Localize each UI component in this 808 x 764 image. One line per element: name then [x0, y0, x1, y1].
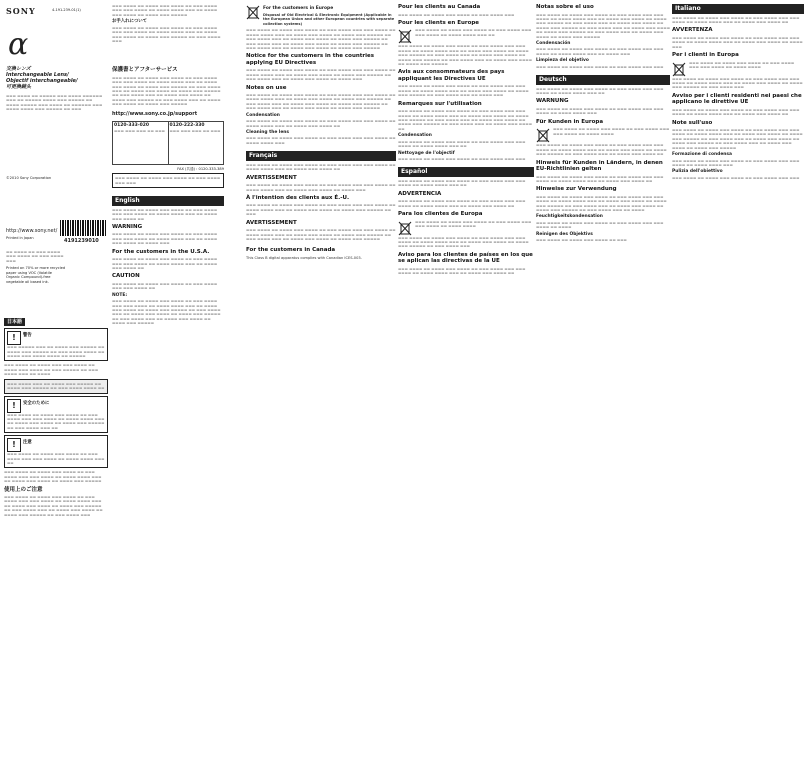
fr-cleaning: Nettoyage de l'objectif — [398, 150, 455, 156]
it-cleaning: Pulizia dell'obiettivo — [672, 169, 723, 175]
es-condensation: Condensación — [536, 40, 571, 46]
english-column: For the customers in Europe Disposal of Old Electrical & Electronic Equipment (Applicable in the European Union and other European countries with separate collection systems) ▬▬▬ ▬▬▬▬ ▬▬ ▬▬▬▬ ▬▬▬ ▬▬▬▬ ▬▬ ▬▬▬ ▬▬▬▬ ▬▬▬ ▬▬▬ ▬▬▬▬ ▬▬ ▬▬▬▬ ▬▬▬▬ ▬▬▬ ▬▬ ▬▬▬▬ ▬▬▬ ▬▬▬▬ ▬▬ ▬▬▬▬ ▬▬▬ ▬▬▬▬▬ ▬▬ ▬▬▬ ▬▬▬▬ ▬▬▬ ▬▬ ▬▬▬▬ ▬▬▬ ▬▬▬▬ ▬▬ ▬▬▬▬ ▬▬▬ ▬▬▬▬▬ ▬▬ ▬▬▬ ▬▬▬▬ ▬▬▬ ▬▬ ▬▬▬▬ ▬▬▬ ▬▬▬▬ ▬▬ ▬▬▬▬ ▬▬▬ ▬▬▬▬▬ ▬▬ ▬▬▬ ▬▬▬▬ ▬▬▬ ▬▬ ▬▬▬▬ ▬▬▬ ▬▬▬▬ ▬▬ ▬▬▬▬ ▬▬▬ ▬▬▬▬▬ Notice for the customers in the countries applying EU Directives ▬▬▬ ▬▬▬▬ ▬▬ ▬▬▬▬ ▬▬▬ ▬▬▬▬ ▬▬ ▬▬▬ ▬▬▬▬ ▬▬▬ ▬▬▬ ▬▬▬▬ ▬▬ ▬▬▬▬ ▬▬▬▬ ▬▬▬ ▬▬ ▬▬▬▬ ▬▬▬ ▬▬▬▬ ▬▬ ▬▬▬▬ ▬▬▬ ▬▬▬▬▬ ▬▬ ▬▬▬ ▬▬▬▬ ▬▬▬ ▬▬ ▬▬▬▬ ▬▬▬ ▬▬▬▬ ▬▬ ▬▬▬▬ ▬▬▬ Notes on use ▬▬▬ ▬▬▬▬ ▬▬ ▬▬▬▬ ▬▬▬ ▬▬▬▬ ▬▬ ▬▬▬ ▬▬▬▬ ▬▬▬ ▬▬▬ ▬▬▬▬ ▬▬ ▬▬▬▬ ▬▬▬▬ ▬▬▬ ▬▬ ▬▬▬▬ ▬▬▬ ▬▬▬▬ ▬▬ ▬▬▬▬ ▬▬▬ ▬▬▬▬▬ ▬▬ ▬▬▬ ▬▬▬▬ ▬▬▬ ▬▬ ▬▬▬▬ ▬▬▬ ▬▬▬▬ ▬▬ ▬▬▬▬ ▬▬▬ ▬▬▬▬▬ ▬▬ ▬▬▬ ▬▬▬▬ ▬▬▬ ▬▬ ▬▬▬▬ ▬▬▬ ▬▬▬▬ ▬▬ ▬▬▬▬ ▬▬▬ ▬▬▬▬▬ Condensation ▬▬▬ ▬▬▬▬ ▬▬ ▬▬▬▬ ▬▬▬ ▬▬▬▬ ▬▬ ▬▬▬ ▬▬▬▬ ▬▬▬ ▬▬▬ ▬▬▬▬ ▬▬ ▬▬▬▬ ▬▬▬▬ ▬▬▬ ▬▬ ▬▬▬▬ ▬▬▬ ▬▬▬▬ ▬▬ Cleaning the lens ▬▬▬ ▬▬▬▬ ▬▬ ▬▬▬▬ ▬▬▬ ▬▬▬▬ ▬▬ ▬▬▬ ▬▬▬▬ ▬▬▬ ▬▬▬ ▬▬▬▬ ▬▬ ▬▬▬▬ ▬▬▬▬ ▬▬▬ Français ▬▬▬ ▬▬▬▬ ▬▬ ▬▬▬▬ ▬▬▬ ▬▬▬▬ ▬▬ ▬▬▬ ▬▬▬▬ ▬▬▬ ▬▬▬ ▬▬▬▬ ▬▬ ▬▬▬▬ ▬▬▬▬ ▬▬▬ ▬▬ ▬▬▬▬ ▬▬▬ ▬▬▬▬ ▬▬ AVERTISSEMENT ▬▬▬ ▬▬▬▬ ▬▬ ▬▬▬▬ ▬▬▬ ▬▬▬▬ ▬▬ ▬▬▬ ▬▬▬▬ ▬▬▬ ▬▬▬ ▬▬▬▬ ▬▬ ▬▬▬▬ ▬▬▬▬ ▬▬▬ ▬▬ ▬▬▬▬ ▬▬▬ ▬▬▬▬ ▬▬ ▬▬▬▬ ▬▬▬ À l'intention des clients aux É.-U. ▬▬▬ ▬▬▬▬ ▬▬ ▬▬▬▬ ▬▬▬ ▬▬▬▬ ▬▬ ▬▬▬ ▬▬▬▬ ▬▬▬ ▬▬▬ ▬▬▬▬ ▬▬ ▬▬▬▬ ▬▬▬▬ ▬▬▬ ▬▬ ▬▬▬▬ ▬▬▬ ▬▬▬▬ ▬▬ ▬▬▬▬ ▬▬▬ ▬▬▬▬▬ ▬▬ ▬▬▬ AVERTISSEMENT ▬▬▬ ▬▬▬▬ ▬▬ ▬▬▬▬ ▬▬▬ ▬▬▬▬ ▬▬ ▬▬▬ ▬▬▬▬ ▬▬▬ ▬▬▬ ▬▬▬▬ ▬▬ ▬▬▬▬ ▬▬▬▬ ▬▬▬ ▬▬ ▬▬▬▬ ▬▬▬ ▬▬▬▬ ▬▬ ▬▬▬▬ ▬▬▬ ▬▬▬▬▬ ▬▬ ▬▬▬ ▬▬▬▬ ▬▬▬ ▬▬ ▬▬▬▬ ▬▬▬ ▬▬▬▬ ▬▬ ▬▬▬▬ ▬▬▬ ▬▬▬▬▬ For the customers in Canada This Class B digital apparatus complies with Canadian ICES-003. — [246, 6, 396, 260]
en-warning: WARNING — [112, 223, 143, 230]
it-condensation: Formazione di condensa — [672, 152, 732, 158]
support-url[interactable]: http://www.sony.co.jp/support — [112, 110, 198, 117]
title-en: Interchangeable Lens/ — [6, 72, 69, 78]
it-notes-title: Note sull'uso — [672, 119, 713, 126]
de-condensation: Feuchtigkeitskondensation — [536, 214, 603, 220]
en-note: NOTE: — [112, 292, 128, 298]
it-europe-title: Per i clienti in Europa — [672, 52, 739, 59]
title-jp: 交換レンズ — [6, 66, 31, 72]
part-number: 4-191-239-01(1) — [52, 8, 81, 12]
en-canada-title: For the customers in Canada — [246, 247, 336, 254]
fr-eu-title: Avis aux consommateurs des pays appliquant les Directives UE — [398, 69, 505, 82]
warning-triangle-icon: ! — [7, 331, 21, 345]
warn2-label: 注意 — [23, 440, 32, 446]
japanese-label: 日本語 — [4, 318, 25, 326]
title-zh: 可更換鏡头 — [6, 84, 32, 90]
jp-warranty-title: 保護書とアフターサービス — [112, 67, 178, 74]
barcode-number: 4191239010 — [64, 238, 99, 244]
crossed-bin-icon — [672, 61, 686, 77]
french-label: Français — [246, 151, 396, 161]
en-notes-title: Notes on use — [246, 84, 287, 91]
safety-title: 安全のために — [23, 400, 50, 406]
fr-canada-title: Pour les clients au Canada — [398, 4, 481, 10]
fr-condensation: Condensation — [398, 133, 432, 139]
sony-url[interactable]: http://www.sony.net/ — [6, 228, 58, 234]
fr-europe-title: Pour les clients en Europe — [398, 19, 480, 26]
french-column: Pour les clients au Canada ▬▬▬ ▬▬▬▬ ▬▬ ▬▬▬▬ ▬▬▬ ▬▬▬▬ ▬▬ ▬▬▬ ▬▬▬▬ ▬▬▬ Pour les clients en Europe ▬▬▬ ▬▬▬▬ ▬▬ ▬▬▬▬ ▬▬▬ ▬▬▬▬ ▬▬ ▬▬▬ ▬▬▬▬ ▬▬▬ ▬▬▬ ▬▬▬▬ ▬▬ ▬▬▬▬ ▬▬▬▬ ▬▬▬ ▬▬ ▬▬▬ ▬▬▬▬ ▬▬ ▬▬▬▬ ▬▬▬ ▬▬▬▬ ▬▬ ▬▬▬ ▬▬▬▬ ▬▬▬ ▬▬▬ ▬▬▬▬ ▬▬ ▬▬▬▬ ▬▬▬▬ ▬▬▬ ▬▬ ▬▬▬▬ ▬▬▬ ▬▬▬▬ ▬▬ ▬▬▬▬ ▬▬▬ ▬▬▬▬▬ ▬▬ ▬▬▬ ▬▬▬▬ ▬▬▬ ▬▬ ▬▬▬▬ ▬▬▬ ▬▬▬▬ ▬▬ ▬▬▬▬ ▬▬▬ ▬▬▬▬▬ ▬▬ ▬▬▬ ▬▬▬▬ ▬▬▬ ▬▬ ▬▬▬▬ ▬▬▬ ▬▬▬▬ ▬▬ ▬▬▬▬ ▬▬▬ ▬▬▬▬▬ Avis aux consommateurs des pays appliquant les Directives UE ▬▬▬ ▬▬▬▬ ▬▬ ▬▬▬▬ ▬▬▬ ▬▬▬▬ ▬▬ ▬▬▬ ▬▬▬▬ ▬▬▬ ▬▬▬ ▬▬▬▬ ▬▬ ▬▬▬▬ ▬▬▬▬ ▬▬▬ ▬▬ ▬▬▬▬ ▬▬▬ ▬▬▬▬ ▬▬ ▬▬▬▬ ▬▬▬ ▬▬▬▬▬ ▬▬ ▬▬▬ ▬▬▬▬ ▬▬▬ ▬▬ ▬▬▬▬ ▬▬▬ Remarques sur l'utilisation ▬▬▬ ▬▬▬▬ ▬▬ ▬▬▬▬ ▬▬▬ ▬▬▬▬ ▬▬ ▬▬▬ ▬▬▬▬ ▬▬▬ ▬▬▬ ▬▬▬▬ ▬▬ ▬▬▬▬ ▬▬▬▬ ▬▬▬ ▬▬ ▬▬▬▬ ▬▬▬ ▬▬▬▬ ▬▬ ▬▬▬▬ ▬▬▬ ▬▬▬▬▬ ▬▬ ▬▬▬ ▬▬▬▬ ▬▬▬ ▬▬ ▬▬▬▬ ▬▬▬ ▬▬▬▬ ▬▬ ▬▬▬▬ ▬▬▬ ▬▬▬▬▬ ▬▬ ▬▬▬ ▬▬▬▬ ▬▬▬ ▬▬ ▬▬▬▬ ▬▬▬ ▬▬▬▬ ▬▬ Condensation ▬▬▬ ▬▬▬▬ ▬▬ ▬▬▬▬ ▬▬▬ ▬▬▬▬ ▬▬ ▬▬▬ ▬▬▬▬ ▬▬▬ ▬▬▬ ▬▬▬▬ ▬▬ ▬▬▬▬ ▬▬▬▬ ▬▬▬ ▬▬ Nettoyage de l'objectif ▬▬▬ ▬▬▬▬ ▬▬ ▬▬▬▬ ▬▬▬ ▬▬▬▬ ▬▬ ▬▬▬ ▬▬▬▬ ▬▬▬ ▬▬▬ Español ▬▬▬ ▬▬▬▬ ▬▬ ▬▬▬▬ ▬▬▬ ▬▬▬▬ ▬▬ ▬▬▬ ▬▬▬▬ ▬▬▬ ▬▬▬ ▬▬▬▬ ▬▬ ▬▬▬▬ ▬▬▬▬ ▬▬▬ ▬▬ ADVERTENCIA ▬▬▬ ▬▬▬▬ ▬▬ ▬▬▬▬ ▬▬▬ ▬▬▬▬ ▬▬ ▬▬▬ ▬▬▬▬ ▬▬▬ ▬▬▬ ▬▬▬▬ ▬▬ ▬▬▬▬ ▬▬▬▬ ▬▬▬ ▬▬ ▬▬▬▬ ▬▬▬ ▬▬▬▬ ▬▬ Para los clientes de Europa ▬▬▬ ▬▬▬▬ ▬▬ ▬▬▬▬ ▬▬▬ ▬▬▬▬ ▬▬ ▬▬▬ ▬▬▬▬ ▬▬▬ ▬▬▬ ▬▬▬▬ ▬▬ ▬▬▬▬ ▬▬▬▬ ▬▬▬ ▬▬▬▬ ▬▬ ▬▬▬▬ ▬▬▬ ▬▬▬▬ ▬▬ ▬▬▬ ▬▬▬▬ ▬▬▬ ▬▬▬ ▬▬▬▬ ▬▬ ▬▬▬▬ ▬▬▬▬ ▬▬▬ ▬▬ ▬▬▬▬ ▬▬▬ ▬▬▬▬ ▬▬ ▬▬▬▬ ▬▬▬ ▬▬▬▬▬ ▬▬ ▬▬▬ ▬▬▬▬ ▬▬▬ Aviso para los clientes de países en los que se aplican las directivas de la UE ▬▬▬ ▬▬▬▬ ▬▬ ▬▬▬▬ ▬▬▬ ▬▬▬▬ ▬▬ ▬▬▬ ▬▬▬▬ ▬▬▬ ▬▬▬ ▬▬▬▬ ▬▬ ▬▬▬▬ ▬▬▬▬ ▬▬▬ ▬▬ ▬▬▬▬ ▬▬▬ ▬▬▬▬ ▬▬ — [398, 4, 533, 276]
en-eu-title: Notice for the customers in the countries applying EU Directives — [246, 53, 375, 66]
crossed-bin-icon — [246, 4, 260, 20]
it-eu-title: Avviso per i clienti residenti nei paesi che applicano le direttive UE — [672, 92, 802, 106]
jp-care-title: お手入れについて — [112, 19, 148, 25]
en-cleaning: Cleaning the lens — [246, 129, 290, 135]
cover-column: SONY 4-191-239-01(1) α 交換レンズ Interchangeable Lens/ Objectif interchangeable/ 可更換鏡头 ▬▬▬ ▬▬▬▬ ▬▬ ▬▬▬▬▬ ▬▬▬ ▬▬▬▬ ▬▬▬▬▬▬ ▬▬▬ ▬▬ ▬▬▬▬▬ ▬▬▬▬ ▬▬▬ ▬▬▬▬▬ ▬▬ ▬▬▬▬ ▬▬▬▬▬ ▬▬▬ ▬▬▬▬ ▬▬ ▬▬▬▬▬▬ ▬▬▬ ▬▬▬▬ ▬▬▬▬ ▬▬▬ ▬▬▬▬▬ ▬▬ ▬▬▬ ©2010 Sony Corporation http://www.sony.net/ Printed in Japan 4191239010 ▬▬ ▬▬▬▬ ▬▬ ▬▬▬ ▬▬▬▬ ▬▬▬ ▬▬▬▬ ▬▬ ▬▬▬ ▬▬▬▬ ▬▬▬ Printed on 70% or more recycled paper using VOC (Volatile Organic Compound)-free vegetable oil based ink. — [4, 0, 108, 764]
en-canada-text: This Class B digital apparatus complies with Canadian ICES-003. — [246, 255, 362, 260]
recycled-note: Printed on 70% or more recycled paper using VOC (Volatile Organic Compound)-free vegetable oil based ink. — [6, 266, 66, 284]
de-warnung: WARNUNG — [536, 98, 569, 105]
alpha-logo: α — [8, 27, 29, 62]
de-eu-title: Hinweis für Kunden in Ländern, in denen EU-Richtlinien gelten — [536, 159, 663, 172]
caution-triangle-icon: ! — [7, 438, 21, 452]
en-caution: CAUTION — [112, 273, 140, 280]
de-cleaning: Reinigen des Objektivs — [536, 231, 593, 237]
en-usa-title: For the customers in the U.S.A. — [112, 248, 210, 255]
crossed-bin-icon — [398, 220, 412, 236]
crossed-bin-icon — [398, 28, 412, 44]
italian-label: Italiano — [672, 4, 804, 14]
fr-warn2: AVERTISSEMENT — [246, 219, 297, 226]
en-disposal-sub: Disposal of Old Electrical & Electronic Equipment (Applicable in the European Union and other European countries with separate collection systems) — [263, 12, 395, 26]
fr-remarks: Remarques sur l'utilisation — [398, 100, 482, 107]
jp-usage-title: 使用上のご注意 — [4, 486, 43, 493]
fr-usa-title: À l'intention des clients aux É.-U. — [246, 194, 350, 201]
es-eu-title: Aviso para los clientes de países en los que se aplican las directivas de la UE — [398, 251, 533, 265]
crossed-bin-icon — [536, 127, 550, 143]
jp-column-b: ▬▬▬ ▬▬▬▬ ▬▬ ▬▬▬▬ ▬▬▬ ▬▬▬▬ ▬▬ ▬▬▬ ▬▬▬▬ ▬▬▬ ▬▬▬ ▬▬▬▬ ▬▬ ▬▬▬▬ ▬▬▬▬ ▬▬▬ ▬▬ ▬▬▬▬ ▬▬▬ ▬▬▬▬ ▬▬ ▬▬▬▬ ▬▬▬ ▬▬▬▬▬ お手入れについて ▬▬▬ ▬▬▬▬ ▬▬ ▬▬▬▬ ▬▬▬ ▬▬▬▬ ▬▬ ▬▬▬ ▬▬▬▬ ▬▬▬ ▬▬▬ ▬▬▬▬ ▬▬ ▬▬▬▬ ▬▬▬▬ ▬▬▬ ▬▬ ▬▬▬▬ ▬▬▬ ▬▬▬▬ ▬▬ ▬▬▬▬ ▬▬▬ ▬▬▬▬▬ ▬▬ ▬▬▬ ▬▬▬▬ ▬▬▬ 保護書とアフターサービス ▬▬▬ ▬▬▬▬ ▬▬ ▬▬▬▬ ▬▬▬ ▬▬▬▬ ▬▬ ▬▬▬ ▬▬▬▬ ▬▬▬ ▬▬▬ ▬▬▬▬ ▬▬ ▬▬▬▬ ▬▬▬▬ ▬▬▬ ▬▬ ▬▬▬▬ ▬▬▬ ▬▬▬▬ ▬▬ ▬▬▬▬ ▬▬▬ ▬▬▬▬▬ ▬▬ ▬▬▬ ▬▬▬▬ ▬▬▬ ▬▬ ▬▬▬▬ ▬▬▬ ▬▬▬▬ ▬▬ ▬▬▬▬ ▬▬▬ ▬▬▬▬▬ ▬▬ ▬▬▬ ▬▬▬▬ ▬▬▬ ▬▬ ▬▬▬▬ ▬▬▬ ▬▬▬▬ ▬▬ ▬▬▬▬ ▬▬▬ ▬▬▬▬▬ ▬▬ ▬▬▬ ▬▬▬▬ ▬▬▬ ▬▬ ▬▬▬▬ ▬▬▬ ▬▬▬▬ ▬▬ ▬▬▬▬ ▬▬▬ ▬▬▬▬▬ http://www.sony.co.jp/support 0120-333-020 ▬▬▬ ▬▬▬ ▬▬▬ ▬▬ ▬▬▬ 0120-222-330 ▬▬▬ ▬▬▬ ▬▬▬ ▬▬ ▬▬▬ FAX (共通) : 0120-333-389 ▬▬▬ ▬▬▬▬ ▬▬ ▬▬▬▬ ▬▬▬ ▬▬▬▬ ▬▬ ▬▬▬ ▬▬▬▬ ▬▬▬ ▬▬▬ English ▬▬▬ ▬▬▬▬ ▬▬ ▬▬▬▬ ▬▬▬ ▬▬▬▬ ▬▬ ▬▬▬ ▬▬▬▬ ▬▬▬ ▬▬▬ ▬▬▬▬ ▬▬ ▬▬▬▬ ▬▬▬▬ ▬▬▬ ▬▬ ▬▬▬▬ ▬▬▬ ▬▬▬▬ ▬▬ WARNING ▬▬▬ ▬▬▬▬ ▬▬ ▬▬▬▬ ▬▬▬ ▬▬▬▬ ▬▬ ▬▬▬ ▬▬▬▬ ▬▬▬ ▬▬▬ ▬▬▬▬ ▬▬ ▬▬▬▬ ▬▬▬▬ ▬▬▬ ▬▬ ▬▬▬▬ ▬▬▬ ▬▬▬▬ ▬▬ ▬▬▬▬ ▬▬▬ For the customers in the U.S.A. ▬▬▬ ▬▬▬▬ ▬▬ ▬▬▬▬ ▬▬▬ ▬▬▬▬ ▬▬ ▬▬▬ ▬▬▬▬ ▬▬▬ ▬▬▬ ▬▬▬▬ ▬▬ ▬▬▬▬ ▬▬▬▬ ▬▬▬ ▬▬ ▬▬▬▬ ▬▬▬ ▬▬▬▬ ▬▬ CAUTION ▬▬▬ ▬▬▬▬ ▬▬ ▬▬▬▬ ▬▬▬ ▬▬▬▬ ▬▬ ▬▬▬ ▬▬▬▬ ▬▬▬ ▬▬▬ ▬▬▬▬ ▬▬ NOTE: ▬▬▬ ▬▬▬▬ ▬▬ ▬▬▬▬ ▬▬▬ ▬▬▬▬ ▬▬ ▬▬▬ ▬▬▬▬ ▬▬▬ ▬▬▬ ▬▬▬▬ ▬▬ ▬▬▬▬ ▬▬▬▬ ▬▬▬ ▬▬ ▬▬▬▬ ▬▬▬ ▬▬▬▬ ▬▬ ▬▬▬▬ ▬▬▬ ▬▬▬▬▬ ▬▬ ▬▬▬ ▬▬▬▬ ▬▬▬ ▬▬ ▬▬▬▬ ▬▬▬ ▬▬▬▬ ▬▬ ▬▬▬▬ ▬▬▬ ▬▬▬▬▬ ▬▬ ▬▬▬ ▬▬▬▬ ▬▬▬ ▬▬ ▬▬▬▬ ▬▬▬ ▬▬▬▬ ▬▬ ▬▬▬▬ ▬▬▬ ▬▬▬▬▬ — [112, 4, 224, 326]
it-avvertenza: AVVERTENZA — [672, 27, 713, 34]
printed-in: Printed in Japan — [6, 236, 34, 240]
de-europe-title: Für Kunden in Europa — [536, 118, 604, 125]
en-disposal-title: For the customers in Europe — [263, 6, 334, 11]
tel-1: 0120-333-020 — [114, 122, 150, 128]
en-condensation: Condensation — [246, 112, 280, 118]
spanish-label: Español — [398, 167, 534, 177]
sony-logo: SONY — [6, 6, 36, 16]
fax-number: FAX (共通) : 0120-333-389 — [177, 166, 224, 171]
barcode — [60, 220, 106, 236]
english-label: English — [112, 196, 224, 206]
es-notes-title: Notas sobre el uso — [536, 4, 594, 10]
german-label: Deutsch — [536, 75, 670, 85]
german-column: Notas sobre el uso ▬▬▬ ▬▬▬▬ ▬▬ ▬▬▬▬ ▬▬▬ ▬▬▬▬ ▬▬ ▬▬▬ ▬▬▬▬ ▬▬▬ ▬▬▬ ▬▬▬▬ ▬▬ ▬▬▬▬ ▬▬▬▬ ▬▬▬ ▬▬ ▬▬▬▬ ▬▬▬ ▬▬▬▬ ▬▬ ▬▬▬▬ ▬▬▬ ▬▬▬▬▬ ▬▬ ▬▬▬ ▬▬▬▬ ▬▬▬ ▬▬ ▬▬▬▬ ▬▬▬ ▬▬▬▬ ▬▬ ▬▬▬▬ ▬▬▬ ▬▬▬▬▬ ▬▬ ▬▬▬ ▬▬▬▬ ▬▬▬ ▬▬ ▬▬▬▬ ▬▬▬ ▬▬▬▬ ▬▬ ▬▬▬▬ ▬▬▬ ▬▬▬▬▬ ▬▬ ▬▬▬ ▬▬▬▬ ▬▬▬ ▬▬ ▬▬▬▬ ▬▬▬ ▬▬▬▬ ▬▬ ▬▬▬▬ ▬▬▬ ▬▬▬▬▬ Condensación ▬▬▬ ▬▬▬▬ ▬▬ ▬▬▬▬ ▬▬▬ ▬▬▬▬ ▬▬ ▬▬▬ ▬▬▬▬ ▬▬▬ ▬▬▬ ▬▬▬▬ ▬▬ ▬▬▬▬ ▬▬▬▬ ▬▬▬ ▬▬ ▬▬▬▬ ▬▬▬ Limpieza del objetivo ▬▬▬ ▬▬▬▬ ▬▬ ▬▬▬▬ ▬▬▬ ▬▬▬▬ ▬▬ ▬▬▬ ▬▬▬▬ ▬▬▬ ▬▬▬ Deutsch ▬▬▬ ▬▬▬▬ ▬▬ ▬▬▬▬ ▬▬▬ ▬▬▬▬ ▬▬ ▬▬▬ ▬▬▬▬ ▬▬▬ ▬▬▬ ▬▬▬▬ ▬▬ ▬▬▬▬ ▬▬▬▬ ▬▬▬ ▬▬ WARNUNG ▬▬▬ ▬▬▬▬ ▬▬ ▬▬▬▬ ▬▬▬ ▬▬▬▬ ▬▬ ▬▬▬ ▬▬▬▬ ▬▬▬ ▬▬▬ ▬▬▬▬ ▬▬ ▬▬▬▬ ▬▬▬▬ ▬▬▬ Für Kunden in Europa ▬▬▬ ▬▬▬▬ ▬▬ ▬▬▬▬ ▬▬▬ ▬▬▬▬ ▬▬ ▬▬▬ ▬▬▬▬ ▬▬▬ ▬▬▬ ▬▬▬▬ ▬▬ ▬▬▬▬ ▬▬▬▬ ▬▬▬ ▬▬▬▬ ▬▬ ▬▬▬▬ ▬▬▬ ▬▬▬▬ ▬▬ ▬▬▬ ▬▬▬▬ ▬▬▬ ▬▬▬ ▬▬▬▬ ▬▬ ▬▬▬▬ ▬▬▬▬ ▬▬▬ ▬▬ ▬▬▬▬ ▬▬▬ ▬▬▬▬ ▬▬ ▬▬▬▬ ▬▬▬ ▬▬▬▬▬ ▬▬ ▬▬▬ ▬▬▬▬ ▬▬▬ ▬▬ ▬▬▬▬ ▬▬▬ ▬▬▬▬ ▬▬ Hinweis für Kunden in Ländern, in denen EU-Richtlinien gelten ▬▬▬ ▬▬▬▬ ▬▬ ▬▬▬▬ ▬▬▬ ▬▬▬▬ ▬▬ ▬▬▬ ▬▬▬▬ ▬▬▬ ▬▬▬ ▬▬▬▬ ▬▬ ▬▬▬▬ ▬▬▬▬ ▬▬▬ ▬▬ ▬▬▬▬ ▬▬▬ ▬▬▬▬ ▬▬ Hinweise zur Verwendung ▬▬▬ ▬▬▬▬ ▬▬ ▬▬▬▬ ▬▬▬ ▬▬▬▬ ▬▬ ▬▬▬ ▬▬▬▬ ▬▬▬ ▬▬▬ ▬▬▬▬ ▬▬ ▬▬▬▬ ▬▬▬▬ ▬▬▬ ▬▬ ▬▬▬▬ ▬▬▬ ▬▬▬▬ ▬▬ ▬▬▬▬ ▬▬▬ ▬▬▬▬▬ ▬▬ ▬▬▬ ▬▬▬▬ ▬▬▬ ▬▬ ▬▬▬▬ ▬▬▬ ▬▬▬▬ ▬▬ ▬▬▬▬ ▬▬▬ ▬▬▬▬▬ ▬▬ ▬▬▬ ▬▬▬▬ ▬▬▬ ▬▬ ▬▬▬▬ Feuchtigkeitskondensation ▬▬▬ ▬▬▬▬ ▬▬ ▬▬▬▬ ▬▬▬ ▬▬▬▬ ▬▬ ▬▬▬ ▬▬▬▬ ▬▬▬ ▬▬▬ ▬▬▬▬ ▬▬ ▬▬▬▬ Reinigen des Objektivs ▬▬▬ ▬▬▬▬ ▬▬ ▬▬▬▬ ▬▬▬ ▬▬▬▬ ▬▬ ▬▬▬ — [536, 4, 670, 243]
title-fr: Objectif interchangeable/ — [6, 78, 78, 84]
es-cleaning: Limpieza del objetivo — [536, 58, 589, 64]
support-contact-table: 0120-333-020 ▬▬▬ ▬▬▬ ▬▬▬ ▬▬ ▬▬▬ 0120-222-330 ▬▬▬ ▬▬▬ ▬▬▬ ▬▬ ▬▬▬ — [112, 121, 224, 165]
warning-triangle-icon: ! — [7, 399, 21, 413]
warn1-label: 警告 — [23, 333, 32, 339]
es-europe-title: Para los clientes de Europa — [398, 211, 483, 218]
tel-2: 0120-222-330 — [169, 122, 205, 128]
italian-column: Italiano ▬▬▬ ▬▬▬▬ ▬▬ ▬▬▬▬ ▬▬▬ ▬▬▬▬ ▬▬ ▬▬▬ ▬▬▬▬ ▬▬▬ ▬▬▬ ▬▬▬▬ ▬▬ ▬▬▬▬ ▬▬▬▬ ▬▬▬ ▬▬ ▬▬▬▬ ▬▬▬ ▬▬▬▬ ▬▬ AVVERTENZA ▬▬▬ ▬▬▬▬ ▬▬ ▬▬▬▬ ▬▬▬ ▬▬▬▬ ▬▬ ▬▬▬ ▬▬▬▬ ▬▬▬ ▬▬▬ ▬▬▬▬ ▬▬ ▬▬▬▬ ▬▬▬▬ ▬▬▬ ▬▬ ▬▬▬▬ ▬▬▬ ▬▬▬▬ ▬▬ ▬▬▬▬ ▬▬▬ Per i clienti in Europa ▬▬▬ ▬▬▬▬ ▬▬ ▬▬▬▬ ▬▬▬ ▬▬▬▬ ▬▬ ▬▬▬ ▬▬▬▬ ▬▬▬ ▬▬▬ ▬▬▬▬ ▬▬ ▬▬▬▬ ▬▬▬▬ ▬▬▬ ▬▬▬▬ ▬▬ ▬▬▬▬ ▬▬▬ ▬▬▬▬ ▬▬ ▬▬▬ ▬▬▬▬ ▬▬▬ ▬▬▬ ▬▬▬▬ ▬▬ ▬▬▬▬ ▬▬▬▬ ▬▬▬ ▬▬ ▬▬▬▬ ▬▬▬ ▬▬▬▬ ▬▬ ▬▬▬▬ ▬▬▬ ▬▬▬▬▬ ▬▬ ▬▬▬ ▬▬▬▬ ▬▬▬ Avviso per i clienti residenti nei paesi che applicano le direttive UE ▬▬▬ ▬▬▬▬ ▬▬ ▬▬▬▬ ▬▬▬ ▬▬▬▬ ▬▬ ▬▬▬ ▬▬▬▬ ▬▬▬ ▬▬▬ ▬▬▬▬ ▬▬ ▬▬▬▬ ▬▬▬▬ ▬▬▬ ▬▬ ▬▬▬▬ ▬▬▬ ▬▬▬▬ ▬▬ Note sull'uso ▬▬▬ ▬▬▬▬ ▬▬ ▬▬▬▬ ▬▬▬ ▬▬▬▬ ▬▬ ▬▬▬ ▬▬▬▬ ▬▬▬ ▬▬▬ ▬▬▬▬ ▬▬ ▬▬▬▬ ▬▬▬▬ ▬▬▬ ▬▬ ▬▬▬▬ ▬▬▬ ▬▬▬▬ ▬▬ ▬▬▬▬ ▬▬▬ ▬▬▬▬▬ ▬▬ ▬▬▬ ▬▬▬▬ ▬▬▬ ▬▬ ▬▬▬▬ ▬▬▬ ▬▬▬▬ ▬▬ ▬▬▬▬ ▬▬▬ ▬▬▬▬▬ ▬▬ ▬▬▬ ▬▬▬▬ ▬▬▬ ▬▬ ▬▬▬▬ ▬▬▬ ▬▬▬▬ ▬▬ ▬▬▬▬ ▬▬▬ ▬▬▬▬▬ Formazione di condensa ▬▬▬ ▬▬▬▬ ▬▬ ▬▬▬▬ ▬▬▬ ▬▬▬▬ ▬▬ ▬▬▬ ▬▬▬▬ ▬▬▬ ▬▬▬ ▬▬▬▬ ▬▬ ▬▬▬▬ ▬▬▬▬ ▬▬▬ Pulizia dell'obiettivo ▬▬▬ ▬▬▬▬ ▬▬ ▬▬▬▬ ▬▬▬ ▬▬▬▬ ▬▬ ▬▬▬ ▬▬▬▬ ▬▬▬ ▬▬▬ — [672, 5, 803, 180]
es-advert: ADVERTENCIA — [398, 190, 442, 197]
de-usage: Hinweise zur Verwendung — [536, 186, 617, 193]
fr-warn: AVERTISSEMENT — [246, 174, 297, 181]
jp-column-a: 日本語 ! 警告 ▬▬▬ ▬▬▬▬▬ ▬▬▬ ▬▬ ▬▬▬▬ ▬▬▬ ▬▬▬▬▬ ▬▬ ▬▬▬▬ ▬▬▬ ▬▬▬▬▬ ▬▬ ▬▬▬ ▬▬▬▬ ▬▬▬▬ ▬▬ ▬▬▬▬ ▬▬▬ ▬▬▬▬ ▬▬▬▬ ▬▬ ▬▬▬▬▬ ▬▬▬ ▬▬▬▬ ▬▬ ▬▬▬▬ ▬▬▬ ▬▬▬ ▬▬▬▬ ▬▬ ▬▬▬▬ ▬▬▬ ▬▬▬▬ ▬▬ ▬▬▬ ▬▬▬▬▬ ▬▬ ▬▬▬ ▬▬▬▬ ▬▬▬ ▬▬ ▬▬▬▬ ▬▬▬ ▬▬▬▬ ▬▬▬ ▬▬ ▬▬▬▬ ▬▬▬ ▬▬▬▬▬ ▬▬ ▬▬▬▬ ▬▬▬ ▬▬▬▬▬ ▬▬ ▬▬▬ ▬▬▬▬ ▬▬▬▬ ▬▬ ! 安全のために ▬▬▬ ▬▬▬▬ ▬▬ ▬▬▬▬ ▬▬▬ ▬▬▬▬ ▬▬ ▬▬▬ ▬▬▬▬ ▬▬▬ ▬▬▬ ▬▬▬▬ ▬▬ ▬▬▬▬ ▬▬▬▬ ▬▬▬ ▬▬ ▬▬▬▬ ▬▬▬ ▬▬▬▬ ▬▬ ▬▬▬▬ ▬▬▬ ▬▬▬▬▬ ▬▬ ▬▬▬ ▬▬▬▬ ▬▬▬ ▬▬ ! 注意 ▬▬▬ ▬▬▬▬ ▬▬ ▬▬▬▬ ▬▬▬ ▬▬▬▬ ▬▬ ▬▬▬ ▬▬▬▬ ▬▬▬ ▬▬▬ ▬▬▬▬ ▬▬ ▬▬▬▬ ▬▬▬▬ ▬▬▬ ▬▬ ▬▬▬ ▬▬▬▬ ▬▬ ▬▬▬▬ ▬▬▬ ▬▬▬▬ ▬▬ ▬▬▬ ▬▬▬▬ ▬▬▬ ▬▬▬ ▬▬▬▬ ▬▬ ▬▬▬▬ ▬▬▬▬ ▬▬▬ ▬▬ ▬▬▬▬ ▬▬▬ ▬▬▬▬ ▬▬ ▬▬▬▬ ▬▬▬ ▬▬▬▬▬ 使用上のご注意 ▬▬▬ ▬▬▬▬ ▬▬ ▬▬▬▬ ▬▬▬ ▬▬▬▬ ▬▬ ▬▬▬ ▬▬▬▬ ▬▬▬ ▬▬▬ ▬▬▬▬ ▬▬ ▬▬▬▬ ▬▬▬▬ ▬▬▬ ▬▬ ▬▬▬▬ ▬▬▬ ▬▬▬▬ ▬▬ ▬▬▬▬ ▬▬▬ ▬▬▬▬▬ ▬▬ ▬▬▬ ▬▬▬▬ ▬▬▬ ▬▬ ▬▬▬▬ ▬▬▬ ▬▬▬▬ ▬▬ ▬▬▬▬ ▬▬▬ ▬▬▬▬▬ ▬▬ ▬▬▬ ▬▬▬▬ ▬▬▬ — [4, 318, 108, 764]
copyright: ©2010 Sony Corporation — [6, 176, 52, 180]
